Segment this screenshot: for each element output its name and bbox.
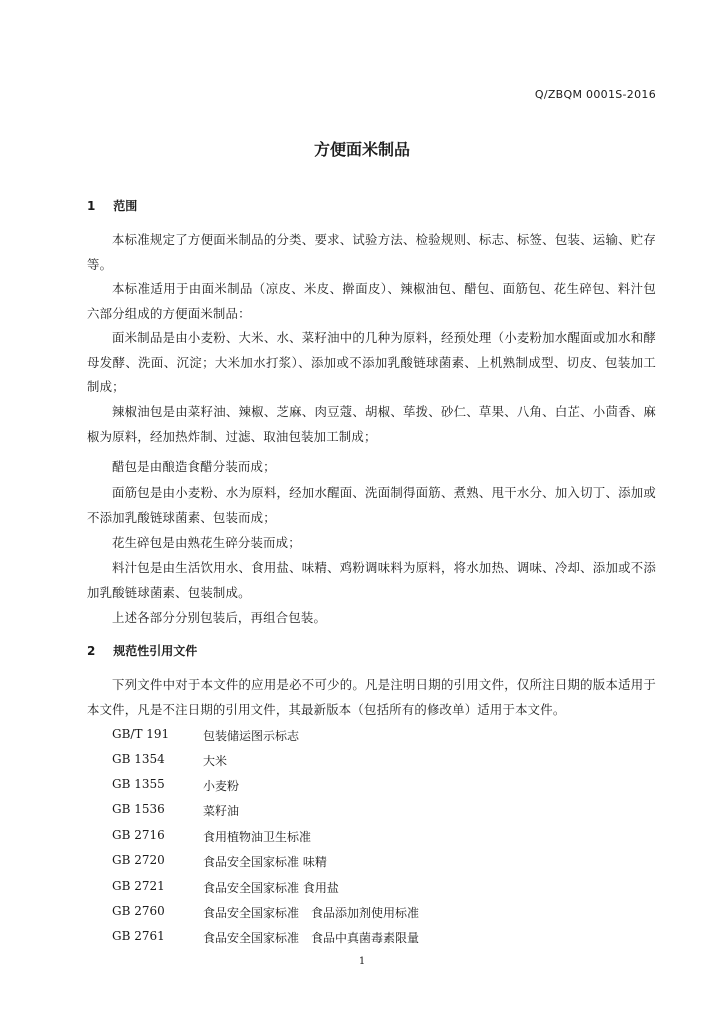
section-number: 1 (87, 199, 96, 213)
paragraph: 本标准适用于由面米制品（凉皮、米皮、擀面皮）、辣椒油包、醋包、面筋包、花生碎包、料汁包六部分组成的方便面米制品： (87, 281, 656, 321)
reference-title: 食品安全国家标准 食品中真菌毒素限量 (203, 931, 420, 945)
reference-title: 小麦粉 (203, 779, 240, 793)
reference-code: GB 1355 (112, 777, 165, 791)
reference-code: GB 1536 (112, 802, 165, 816)
document-title: 方便面米制品 (313, 140, 410, 159)
page-number: 1 (358, 956, 366, 967)
paragraph: 面筋包是由小麦粉、水为原料，经加水醒面、洗面制得面筋、煮熟、甩干水分、加入切丁、添加或不添加乳酸链球菌素、包装而成； (87, 485, 656, 525)
paragraph: 花生碎包是由熟花生碎分装而成； (112, 535, 301, 550)
paragraph: 下列文件中对于本文件的应用是必不可少的。凡是注明日期的引用文件，仅所注日期的版本适用于本文件，凡是不注日期的引用文件，其最新版本（包括所有的修改单）适用于本文件。 (87, 677, 656, 717)
reference-code: GB 2721 (112, 879, 165, 893)
paragraph: 上述各部分分别包装后，再组合包装。 (112, 610, 327, 625)
section-title: 范围 (113, 199, 138, 213)
paragraph: 本标准规定了方便面米制品的分类、要求、试验方法、检验规则、标志、标签、包装、运输、贮存等。 (87, 232, 656, 272)
reference-title: 食品安全国家标准 食用盐 (203, 881, 339, 895)
paragraph: 辣椒油包是由菜籽油、辣椒、芝麻、肉豆蔻、胡椒、荜拨、砂仁、草果、八角、白芷、小茴香、麻椒为原料，经加热炸制、过滤、取油包装加工制成； (87, 404, 656, 444)
reference-code: GB 2720 (112, 853, 165, 867)
reference-title: 大米 (203, 754, 228, 768)
reference-code: GB/T 191 (112, 727, 170, 741)
reference-title: 包装储运图示标志 (203, 729, 300, 743)
document-code: Q/ZBQM 0001S-2016 (534, 88, 656, 101)
reference-code: GB 1354 (112, 752, 165, 766)
reference-title: 食品安全国家标准 食品添加剂使用标准 (203, 906, 420, 920)
section-title: 规范性引用文件 (113, 644, 198, 658)
reference-code: GB 2761 (112, 929, 165, 943)
section-number: 2 (87, 644, 96, 658)
section-heading-scope (87, 197, 137, 214)
section-heading-normative-references (87, 642, 197, 659)
reference-code: GB 2760 (112, 904, 165, 918)
paragraph: 面米制品是由小麦粉、大米、水、菜籽油中的几种为原料，经预处理（小麦粉加水醒面或加水和酵母发酵、洗面、沉淀；大米加水打浆）、添加或不添加乳酸链球菌素、上机熟制成型、切皮、包装加工制成； (87, 330, 656, 394)
reference-title: 食品安全国家标准 味精 (203, 855, 327, 869)
reference-title: 菜籽油 (203, 804, 240, 818)
reference-code: GB 2716 (112, 828, 165, 842)
reference-title: 食用植物油卫生标准 (203, 830, 312, 844)
paragraph: 料汁包是由生活饮用水、食用盐、味精、鸡粉调味料为原料，将水加热、调味、冷却、添加或不添加乳酸链球菌素、包装制成。 (87, 560, 656, 600)
paragraph: 醋包是由酿造食醋分装而成； (112, 459, 276, 474)
